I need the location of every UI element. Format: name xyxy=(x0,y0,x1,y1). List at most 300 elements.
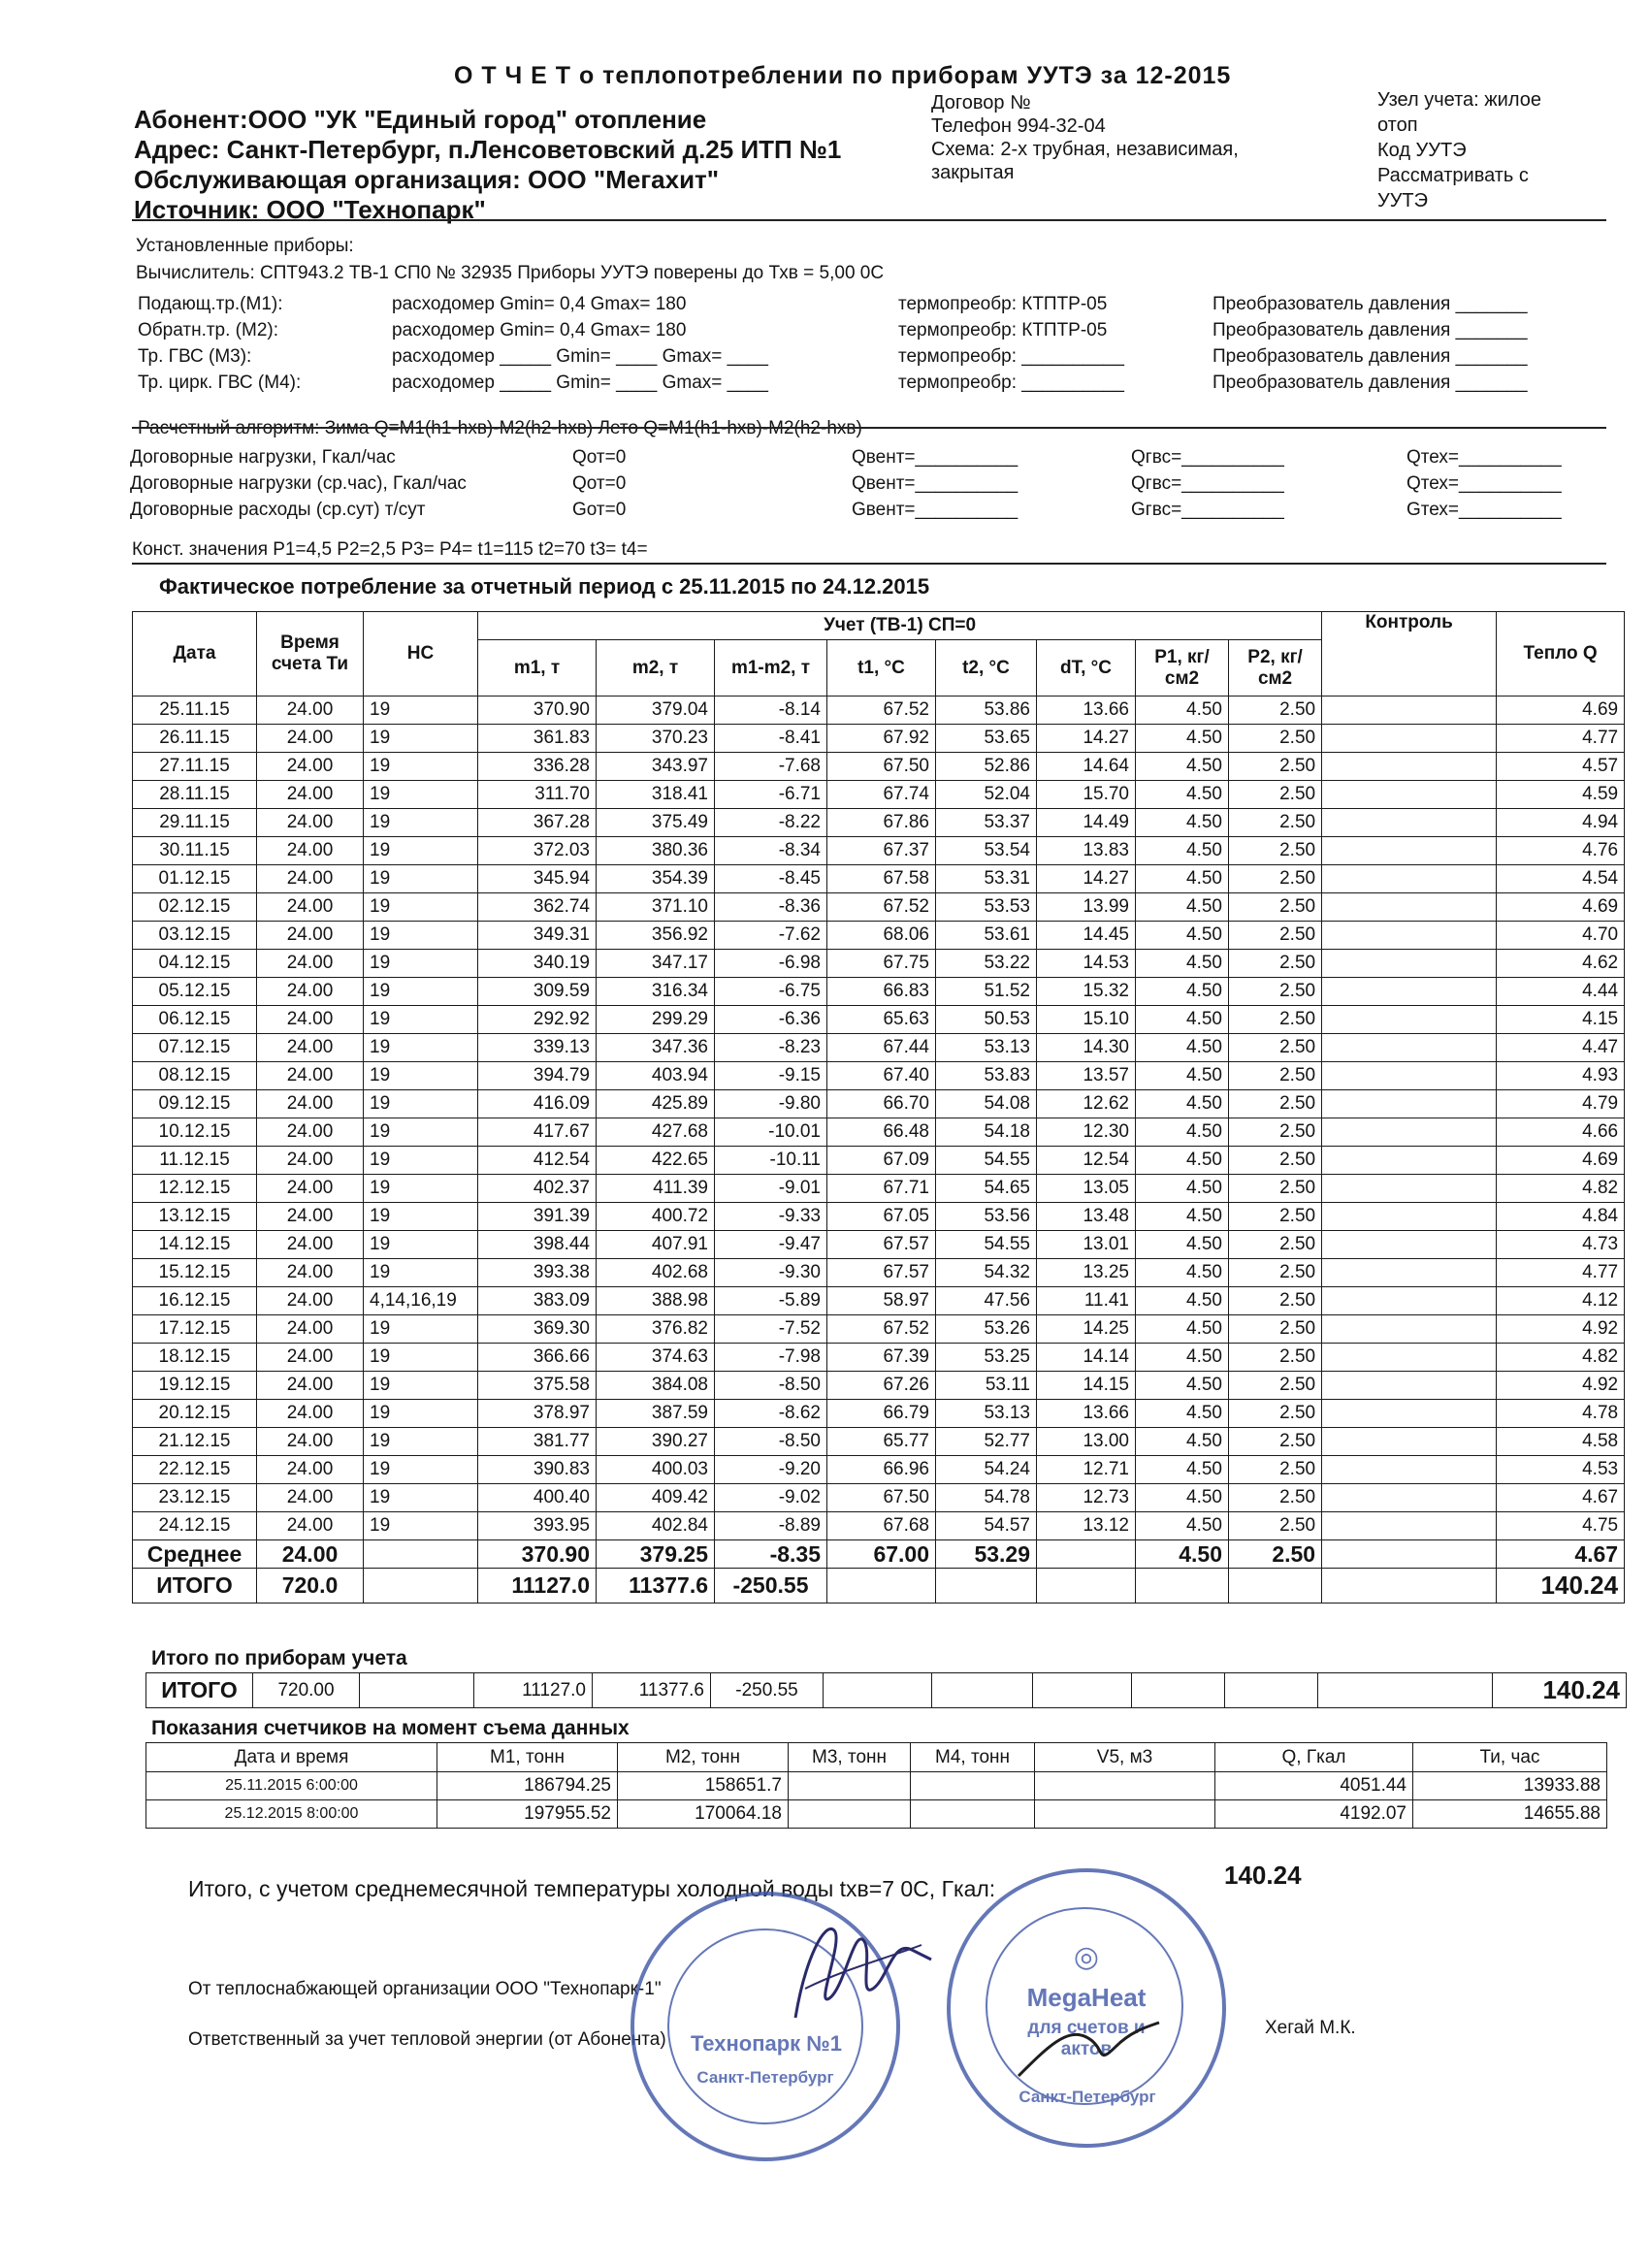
table-cell: 367.28 xyxy=(478,809,597,837)
control-cell xyxy=(1322,1456,1497,1484)
stamp1-text: Технопарк №1 xyxy=(690,2031,843,2056)
table-row xyxy=(133,1090,1625,1118)
table-cell: 384.08 xyxy=(597,1372,715,1400)
table-cell: 2.50 xyxy=(1229,1287,1322,1315)
avg-m1: 370.90 xyxy=(478,1540,597,1569)
table-cell: 402.68 xyxy=(597,1259,715,1287)
table-cell: 4.50 xyxy=(1136,1259,1229,1287)
table-cell: 4.70 xyxy=(1497,922,1625,950)
load-value: Qтех=__________ xyxy=(1406,447,1562,468)
table-cell: 4.50 xyxy=(1136,865,1229,893)
device-flow: расходомер Gmin= 0,4 Gmax= 180 xyxy=(392,320,687,340)
table-cell: 13.01 xyxy=(1037,1231,1136,1259)
control-cell xyxy=(1322,1484,1497,1512)
table-cell: 19 xyxy=(364,893,478,922)
table-cell: 13.25 xyxy=(1037,1259,1136,1287)
table-cell: 370.23 xyxy=(597,725,715,753)
table-cell: 4.50 xyxy=(1136,1090,1229,1118)
table-cell: 4.50 xyxy=(1136,781,1229,809)
control-cell xyxy=(1322,1147,1497,1175)
table-cell: 19 xyxy=(364,1034,478,1062)
table-cell: 19 xyxy=(364,1006,478,1034)
contract: Договор № xyxy=(931,92,1031,113)
table-cell: 14.12.15 xyxy=(133,1231,257,1259)
algorithm-line: Расчетный алгоритм: Зима Q=M1(h1-hхв)-M2(h2-hхв) Лето Q=M1(h1-hхв)-M2(h2-hхв) xyxy=(138,418,862,438)
table-cell: 4.15 xyxy=(1497,1006,1625,1034)
avg-ns xyxy=(364,1540,478,1569)
table-cell: 54.18 xyxy=(936,1118,1037,1147)
meters-header xyxy=(146,1743,1607,1772)
table-cell: 53.26 xyxy=(936,1315,1037,1344)
table-cell: 19 xyxy=(364,1062,478,1090)
node-consider: Рассматривать с xyxy=(1377,165,1529,186)
table-cell: 67.52 xyxy=(827,893,936,922)
table-cell: 361.83 xyxy=(478,725,597,753)
abonent: Абонент:ООО "УК "Единый город" отопление xyxy=(134,105,707,134)
table-cell: 15.12.15 xyxy=(133,1259,257,1287)
table-row xyxy=(133,1456,1625,1484)
table-cell: 13.12 xyxy=(1037,1512,1136,1540)
table-cell: 4.50 xyxy=(1136,725,1229,753)
meters-heading: Показания счетчиков на момент съема данных xyxy=(151,1717,630,1739)
table-cell: 24.00 xyxy=(257,865,364,893)
table-cell: 311.70 xyxy=(478,781,597,809)
col-t2: t2, °C xyxy=(936,640,1037,697)
table-cell: -9.33 xyxy=(715,1203,827,1231)
table-cell: 13.99 xyxy=(1037,893,1136,922)
table-cell: 417.67 xyxy=(478,1118,597,1147)
table-cell: 4.75 xyxy=(1497,1512,1625,1540)
total-m1: 11127.0 xyxy=(478,1569,597,1604)
table-cell: 15.70 xyxy=(1037,781,1136,809)
load-label: Договорные нагрузки, Гкал/час xyxy=(130,447,396,468)
table-cell: 19 xyxy=(364,697,478,725)
subscriber-block xyxy=(134,105,841,225)
table-cell: 4.66 xyxy=(1497,1118,1625,1147)
table-cell: 2.50 xyxy=(1229,1259,1322,1287)
table-cell: 11.41 xyxy=(1037,1287,1136,1315)
meters-body xyxy=(146,1772,1607,1829)
avg-control xyxy=(1322,1540,1497,1569)
table-cell: 374.63 xyxy=(597,1344,715,1372)
table-cell: 19 xyxy=(364,1090,478,1118)
table-cell: 425.89 xyxy=(597,1090,715,1118)
table-cell: 4.50 xyxy=(1136,1484,1229,1512)
total-ns xyxy=(364,1569,478,1604)
const-values: Конст. значения Р1=4,5 Р2=2,5 Р3= Р4= t1=115 t2=70 t3= t4= xyxy=(132,539,648,560)
table-cell: 68.06 xyxy=(827,922,936,950)
table-cell: 4.69 xyxy=(1497,697,1625,725)
table-cell: 24.00 xyxy=(257,1372,364,1400)
table-cell: 4.50 xyxy=(1136,1512,1229,1540)
table-cell: 4.50 xyxy=(1136,1400,1229,1428)
table-cell: 4.54 xyxy=(1497,865,1625,893)
load-value: Gгвс=__________ xyxy=(1131,500,1284,520)
col-heat: Тепло Q xyxy=(1497,612,1625,697)
meters-row xyxy=(146,1772,1607,1800)
table-cell: 67.92 xyxy=(827,725,936,753)
col-m2: m2, т xyxy=(597,640,715,697)
table-cell: 67.52 xyxy=(827,697,936,725)
load-label: Договорные нагрузки (ср.час), Гкал/час xyxy=(130,473,467,494)
dt-dt xyxy=(1033,1673,1132,1708)
table-cell: 4.47 xyxy=(1497,1034,1625,1062)
scheme-type: закрытая xyxy=(931,162,1015,183)
service-org: Обслуживающая организация: ООО "Мегахит" xyxy=(134,165,720,194)
table-cell: 4.50 xyxy=(1136,1118,1229,1147)
table-cell: 4.94 xyxy=(1497,809,1625,837)
table-cell: 53.54 xyxy=(936,837,1037,865)
table-cell: 4.50 xyxy=(1136,753,1229,781)
table-cell: 4.57 xyxy=(1497,753,1625,781)
meters-cell: 25.11.2015 6:00:00 xyxy=(146,1772,437,1800)
col-dm: m1-m2, т xyxy=(715,640,827,697)
table-cell: 24.00 xyxy=(257,1344,364,1372)
table-cell: 03.12.15 xyxy=(133,922,257,950)
table-cell: 4.67 xyxy=(1497,1484,1625,1512)
table-cell: 22.12.15 xyxy=(133,1456,257,1484)
table-row xyxy=(133,1287,1625,1315)
table-cell: 13.00 xyxy=(1037,1428,1136,1456)
device-row xyxy=(138,370,1573,396)
table-cell: 14.14 xyxy=(1037,1344,1136,1372)
table-cell: 2.50 xyxy=(1229,1372,1322,1400)
devices-heading: Установленные приборы: xyxy=(136,236,354,256)
table-cell: 4.53 xyxy=(1497,1456,1625,1484)
table-cell: 19 xyxy=(364,1203,478,1231)
table-cell: 15.32 xyxy=(1037,978,1136,1006)
table-footer xyxy=(133,1540,1625,1604)
meters-cell: 197955.52 xyxy=(437,1800,618,1829)
table-cell: 13.57 xyxy=(1037,1062,1136,1090)
table-cell: 292.92 xyxy=(478,1006,597,1034)
table-cell: 4.62 xyxy=(1497,950,1625,978)
table-cell: 67.58 xyxy=(827,865,936,893)
signature-2 xyxy=(1009,2008,1164,2086)
table-cell: 65.77 xyxy=(827,1428,936,1456)
table-cell: 4.50 xyxy=(1136,950,1229,978)
table-cell: 4.69 xyxy=(1497,893,1625,922)
meters-cell: 186794.25 xyxy=(437,1772,618,1800)
table-cell: 19 xyxy=(364,725,478,753)
avg-p2: 2.50 xyxy=(1229,1540,1322,1569)
table-row xyxy=(133,1315,1625,1344)
table-cell: 28.11.15 xyxy=(133,781,257,809)
table-cell: 372.03 xyxy=(478,837,597,865)
device-label: Обратн.тр. (М2): xyxy=(138,320,279,340)
table-cell: 19 xyxy=(364,1259,478,1287)
table-cell: 24.00 xyxy=(257,1456,364,1484)
load-value: Qгвс=__________ xyxy=(1131,473,1284,494)
table-cell: 2.50 xyxy=(1229,1090,1322,1118)
table-cell: 366.66 xyxy=(478,1344,597,1372)
cold-water-line: Итого, с учетом среднемесячной температуры холодной воды tхв=7 0С, Гкал: xyxy=(188,1876,996,1901)
table-cell: 2.50 xyxy=(1229,1203,1322,1231)
table-cell: 14.64 xyxy=(1037,753,1136,781)
meters-cell xyxy=(1035,1800,1215,1829)
table-cell: 387.59 xyxy=(597,1400,715,1428)
table-cell: 50.53 xyxy=(936,1006,1037,1034)
table-cell: -8.23 xyxy=(715,1034,827,1062)
device-pressure: Преобразователь давления _______ xyxy=(1212,294,1528,314)
table-cell: 07.12.15 xyxy=(133,1034,257,1062)
meters-col-m3: M3, тонн xyxy=(789,1743,911,1772)
control-cell xyxy=(1322,1428,1497,1456)
dt-dm: -250.55 xyxy=(711,1673,824,1708)
table-cell: 4.92 xyxy=(1497,1315,1625,1344)
table-row xyxy=(133,1372,1625,1400)
avg-dt xyxy=(1037,1540,1136,1569)
table-cell: 4.82 xyxy=(1497,1175,1625,1203)
table-cell: 416.09 xyxy=(478,1090,597,1118)
meters-table xyxy=(146,1742,1607,1829)
avg-m2: 379.25 xyxy=(597,1540,715,1569)
device-thermo: термопреобр: __________ xyxy=(898,346,1124,367)
table-cell: 19 xyxy=(364,1344,478,1372)
load-row xyxy=(130,497,1585,523)
table-cell: 362.74 xyxy=(478,893,597,922)
meters-cell: 25.12.2015 8:00:00 xyxy=(146,1800,437,1829)
total-p1 xyxy=(1136,1569,1229,1604)
table-cell: 409.42 xyxy=(597,1484,715,1512)
table-cell: 19 xyxy=(364,1372,478,1400)
table-row xyxy=(133,1428,1625,1456)
meters-cell: 4192.07 xyxy=(1215,1800,1413,1829)
table-cell: 66.83 xyxy=(827,978,936,1006)
avg-p1: 4.50 xyxy=(1136,1540,1229,1569)
table-cell: 394.79 xyxy=(478,1062,597,1090)
table-cell: 66.70 xyxy=(827,1090,936,1118)
table-cell: 4.50 xyxy=(1136,809,1229,837)
table-row xyxy=(133,893,1625,922)
phone: Телефон 994-32-04 xyxy=(931,115,1106,137)
table-row xyxy=(133,1175,1625,1203)
table-cell: 4.50 xyxy=(1136,1175,1229,1203)
table-cell: 06.12.15 xyxy=(133,1006,257,1034)
table-cell: 336.28 xyxy=(478,753,597,781)
contract-block xyxy=(931,91,1239,184)
table-cell: 4.50 xyxy=(1136,893,1229,922)
table-cell: 19 xyxy=(364,865,478,893)
dt-m2: 11377.6 xyxy=(593,1673,711,1708)
col-p1: P1, кг/см2 xyxy=(1136,640,1229,697)
table-cell: 24.00 xyxy=(257,1034,364,1062)
table-row xyxy=(133,809,1625,837)
col-time: Время счета Ти xyxy=(257,612,364,697)
table-row xyxy=(133,950,1625,978)
table-cell: 398.44 xyxy=(478,1231,597,1259)
table-cell: 2.50 xyxy=(1229,1062,1322,1090)
table-row xyxy=(133,1118,1625,1147)
meters-cell: 13933.88 xyxy=(1413,1772,1607,1800)
devices-total-heading: Итого по приборам учета xyxy=(151,1647,407,1669)
stamp2-logo: MegaHeat xyxy=(1026,1983,1147,2012)
table-cell: 13.48 xyxy=(1037,1203,1136,1231)
table-cell: 67.75 xyxy=(827,950,936,978)
meters-row xyxy=(146,1800,1607,1829)
total-dt xyxy=(1037,1569,1136,1604)
col-m1: m1, т xyxy=(478,640,597,697)
table-cell: 19 xyxy=(364,1456,478,1484)
table-cell: 53.11 xyxy=(936,1372,1037,1400)
table-cell: 19 xyxy=(364,1147,478,1175)
table-cell: 370.90 xyxy=(478,697,597,725)
device-label: Тр. цирк. ГВС (М4): xyxy=(138,373,302,393)
table-cell: -7.98 xyxy=(715,1344,827,1372)
table-cell: 343.97 xyxy=(597,753,715,781)
table-row xyxy=(133,865,1625,893)
table-cell: 53.13 xyxy=(936,1400,1037,1428)
table-cell: 53.83 xyxy=(936,1062,1037,1090)
table-cell: -7.52 xyxy=(715,1315,827,1344)
table-cell: 4.50 xyxy=(1136,697,1229,725)
table-cell: 4.50 xyxy=(1136,1456,1229,1484)
control-cell xyxy=(1322,1006,1497,1034)
table-cell: 24.00 xyxy=(257,725,364,753)
device-row xyxy=(138,317,1573,343)
table-cell: 24.00 xyxy=(257,1428,364,1456)
col-t1: t1, °C xyxy=(827,640,936,697)
table-cell: 403.94 xyxy=(597,1062,715,1090)
stamp2-logo-icon: ◎ xyxy=(1073,1941,1100,1973)
table-cell: 24.00 xyxy=(257,1512,364,1540)
table-row xyxy=(133,922,1625,950)
table-cell: 53.86 xyxy=(936,697,1037,725)
divider xyxy=(132,563,1606,565)
stamp2-text: для счетов и актов xyxy=(1027,2018,1146,2059)
table-row xyxy=(133,781,1625,809)
table-cell: 4.77 xyxy=(1497,1259,1625,1287)
meters-col-datetime: Дата и время xyxy=(146,1743,437,1772)
dt-q: 140.24 xyxy=(1493,1673,1627,1708)
table-cell: 340.19 xyxy=(478,950,597,978)
table-row xyxy=(133,1034,1625,1062)
table-cell: 4.82 xyxy=(1497,1344,1625,1372)
table-cell: 52.77 xyxy=(936,1428,1037,1456)
table-cell: 12.73 xyxy=(1037,1484,1136,1512)
table-cell: 24.00 xyxy=(257,1484,364,1512)
table-cell: 383.09 xyxy=(478,1287,597,1315)
control-cell xyxy=(1322,1118,1497,1147)
table-cell: 67.74 xyxy=(827,781,936,809)
table-row xyxy=(133,1062,1625,1090)
table-cell: 12.71 xyxy=(1037,1456,1136,1484)
col-date: Дата xyxy=(133,612,257,697)
table-cell: 24.00 xyxy=(257,893,364,922)
table-cell: -8.22 xyxy=(715,809,827,837)
meters-cell xyxy=(1035,1772,1215,1800)
meters-col-q: Q, Гкал xyxy=(1215,1743,1413,1772)
table-cell: 4.76 xyxy=(1497,837,1625,865)
table-cell: 2.50 xyxy=(1229,1231,1322,1259)
table-cell: 19 xyxy=(364,1428,478,1456)
table-cell: -10.01 xyxy=(715,1118,827,1147)
meters-cell xyxy=(789,1772,911,1800)
address: Адрес: Санкт-Петербург, п.Ленсоветовский д.25 ИТП №1 xyxy=(134,135,842,164)
table-cell: 19 xyxy=(364,1400,478,1428)
table-cell: 24.00 xyxy=(257,1062,364,1090)
table-row xyxy=(133,1203,1625,1231)
table-cell: 24.00 xyxy=(257,1400,364,1428)
table-cell: 24.00 xyxy=(257,922,364,950)
device-label: Тр. ГВС (М3): xyxy=(138,346,252,367)
table-cell: 21.12.15 xyxy=(133,1428,257,1456)
table-row xyxy=(133,1147,1625,1175)
meters-cell: 170064.18 xyxy=(618,1800,789,1829)
device-label: Подающ.тр.(М1): xyxy=(138,294,283,314)
table-cell: 54.55 xyxy=(936,1231,1037,1259)
table-cell: -9.15 xyxy=(715,1062,827,1090)
table-cell: -9.01 xyxy=(715,1175,827,1203)
table-cell: 66.48 xyxy=(827,1118,936,1147)
control-cell xyxy=(1322,978,1497,1006)
avg-q: 4.67 xyxy=(1497,1540,1625,1569)
table-cell: 2.50 xyxy=(1229,1428,1322,1456)
table-cell: 2.50 xyxy=(1229,1175,1322,1203)
table-cell: 08.12.15 xyxy=(133,1062,257,1090)
table-cell: -8.34 xyxy=(715,837,827,865)
col-p2: P2, кг/см2 xyxy=(1229,640,1322,697)
total-control xyxy=(1322,1569,1497,1604)
table-cell: 53.61 xyxy=(936,922,1037,950)
signature xyxy=(766,1901,941,2037)
table-cell: 53.31 xyxy=(936,865,1037,893)
table-cell: 411.39 xyxy=(597,1175,715,1203)
table-body xyxy=(133,697,1625,1540)
dt-t1 xyxy=(824,1673,932,1708)
table-cell: 24.00 xyxy=(257,1231,364,1259)
table-cell: 2.50 xyxy=(1229,1512,1322,1540)
table-cell: 24.00 xyxy=(257,1006,364,1034)
table-cell: 10.12.15 xyxy=(133,1118,257,1147)
table-cell: 400.72 xyxy=(597,1203,715,1231)
table-cell: 24.00 xyxy=(257,1090,364,1118)
control-cell xyxy=(1322,1034,1497,1062)
table-cell: 14.49 xyxy=(1037,809,1136,837)
table-cell: 24.00 xyxy=(257,978,364,1006)
table-cell: 400.40 xyxy=(478,1484,597,1512)
table-cell: 19 xyxy=(364,1484,478,1512)
table-cell: 16.12.15 xyxy=(133,1287,257,1315)
table-cell: 67.26 xyxy=(827,1372,936,1400)
table-cell: 24.00 xyxy=(257,1147,364,1175)
table-cell: 2.50 xyxy=(1229,1484,1322,1512)
total-time: 720.0 xyxy=(257,1569,364,1604)
table-cell: -7.68 xyxy=(715,753,827,781)
table-cell: 19 xyxy=(364,1512,478,1540)
table-cell: 67.44 xyxy=(827,1034,936,1062)
device-pressure: Преобразователь давления _______ xyxy=(1212,320,1528,340)
control-cell xyxy=(1322,1231,1497,1259)
table-cell: -10.11 xyxy=(715,1147,827,1175)
load-label: Договорные расходы (ср.сут) т/сут xyxy=(130,500,426,520)
table-cell: 2.50 xyxy=(1229,950,1322,978)
avg-t2: 53.29 xyxy=(936,1540,1037,1569)
table-cell: -8.45 xyxy=(715,865,827,893)
total-dm: -250.55 xyxy=(715,1569,827,1604)
node-block xyxy=(1377,87,1600,213)
load-value: Gтех=__________ xyxy=(1406,500,1562,520)
table-cell: 54.32 xyxy=(936,1259,1037,1287)
table-cell: 13.66 xyxy=(1037,1400,1136,1428)
table-cell: 2.50 xyxy=(1229,837,1322,865)
table-cell: 2.50 xyxy=(1229,1456,1322,1484)
table-cell: 67.52 xyxy=(827,1315,936,1344)
table-cell: 2.50 xyxy=(1229,1118,1322,1147)
table-cell: 2.50 xyxy=(1229,809,1322,837)
calculator-line: Вычислитель: СПТ943.2 ТВ-1 СП0 № 32935 Приборы УУТЭ поверены до Тхв = 5,00 0С xyxy=(136,263,885,283)
table-cell: 66.96 xyxy=(827,1456,936,1484)
